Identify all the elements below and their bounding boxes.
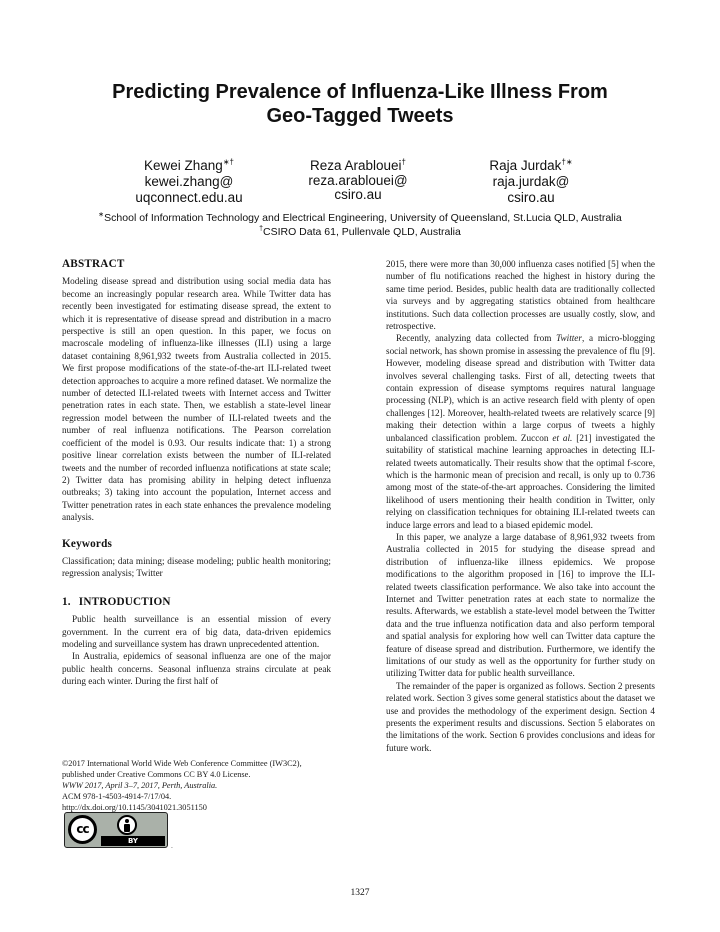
author-email-line: kewei.zhang@ xyxy=(144,174,234,189)
intro-paragraph-3: 2015, there were more than 30,000 influenza cases notified [5] when the number of flu notifications reached the highest in history during the same time period. Besides, public health data are traditionally collected via surveys and by aggregating statistics obtained from healthcare institutions. Such data collection processes are usually costly, slow, and retrospective. xyxy=(386,259,655,332)
author-block-2 xyxy=(273,158,443,202)
author-name: Kewei Zhang xyxy=(144,158,223,173)
author-email-line: uqconnect.edu.au xyxy=(135,190,243,205)
author-email-line: reza.arablouei@ xyxy=(308,173,408,188)
affiliation-mark: † xyxy=(259,225,264,233)
right-column xyxy=(386,258,655,754)
intro-paragraph-1: Public health surveillance is an essential mission of every government. In the current era of big data, data-driven epidemics modeling and surveillance system has drawn unprecedented attention. xyxy=(62,614,331,649)
doi-link[interactable]: http://dx.doi.org/10.1145/3041021.3051150 xyxy=(62,803,207,812)
intro-paragraph-6: The remainder of the paper is organized as follows. Section 2 presents related work. Section 3 gives some general statistics about the dataset we use and provides the methodology of the experiment design. Section 4 presents the experiment results and discussions. Section 5 elaborates on the limitations of the work. Section 6 provides conclusions and ideas for future work. xyxy=(386,680,655,753)
author-name: Reza Arablouei xyxy=(309,158,402,173)
author-block-3 xyxy=(446,158,616,206)
author-block-1 xyxy=(104,158,274,206)
title-line-2: Geo-Tagged Tweets xyxy=(266,105,454,127)
conference-line: WWW 2017, April 3–7, 2017, Perth, Australia. xyxy=(62,781,218,790)
keywords-text: Classification; data mining; disease modeling; public health monitoring; regression analysis; Twitter xyxy=(62,555,331,579)
intro-paragraph-4: Recently, analyzing data collected from Twitter, a micro-blogging social network, has shown promise in assessing the prevalence of flu [9]. However, modeling disease spread and distribution with Twitter data involves several challenging tasks. First of all, detecting tweets that contain expression of disease symptoms requires natural language processing (NLP), which is an active research field with plenty of open challenges [12]. Moreover, health-related tweets are relatively scarce [9] making their detection within a large corpus of tweets a highly unbalanced classification problem. Zuccon et al. [21] investigated the suitability of statistical machine learning approaches in detecting ILI-related tweets automatically. Their results show that the optimal f-score, which is the harmonic mean of precision and recall, is only up to 0.736 among most of the state-of-the-art approaches. Considering the limited likelihood of users mentioning their health condition in Twitter, only relying on classification techniques for obtaining ILI-related tweets can induce large errors and lead to a biased epidemic model. xyxy=(386,333,655,530)
abstract-text: Modeling disease spread and distribution using social media data has become an increasingly popular research area. While Twitter data has recently been investigated for estimating disease spread, the extent to which it is representative of disease spread and distribution in a macro perspective is still an open question. In this paper, we focus on macroscale modeling of influenza-like illnesses (ILI) using a large dataset containing 8,961,932 tweets from Australia collected in 2015. We first propose modifications of the state-of-the-art ILI-related tweet detection approaches to acquire a more refined dataset. We normalize the number of detected ILI-related tweets with Internet access and Twitter penetration rates in each state. Then, we establish a state-level linear regression model between the number of ILI-related tweets and the number of real influenza notifications. The Pearson correlation coefficient of the model is 0.93. Our results indicate that: 1) a strong positive linear correlation exists between the number of ILI-related tweets and the number of recorded influenza notifications at state scale; 2) Twitter data has promising ability in helping detect influenza outbreaks; 3) taking into account the population, Internet access and Twitter penetration rates in each state enhances the prevalence modeling analysis. xyxy=(62,276,331,523)
by-label: BY xyxy=(127,837,139,845)
author-email-line: raja.jurdak@ xyxy=(492,174,570,189)
acm-line: ACM 978-1-4503-4914-7/17/04. xyxy=(62,792,172,801)
intro-paragraph-2: In Australia, epidemics of seasonal influenza are one of the major public health concerns. Seasonal influenza strains circulate at peak during each winter. During the first half of xyxy=(62,651,331,687)
author-email-line: csiro.au xyxy=(507,190,555,205)
license-line: published under Creative Commons CC BY 4.0 License. xyxy=(62,770,251,779)
affiliations xyxy=(40,211,680,239)
author-email-line: csiro.au xyxy=(334,187,382,202)
cc-logo-icon: cc xyxy=(68,815,97,844)
paper-title xyxy=(60,80,660,128)
affiliation-line-2: CSIRO Data 61, Pullenvale QLD, Australia xyxy=(263,226,461,238)
abstract-heading: ABSTRACT xyxy=(62,258,125,270)
author-name: Raja Jurdak xyxy=(489,158,562,173)
section-number: 1. xyxy=(62,595,71,608)
title-line-1: Predicting Prevalence of Influenza-Like Illness From xyxy=(112,81,608,103)
attribution-person-icon xyxy=(117,815,137,835)
copyright-block xyxy=(62,758,337,813)
author-marks: †∗ xyxy=(561,157,573,167)
author-marks: † xyxy=(401,157,406,167)
cc-by-license-icon xyxy=(64,812,168,848)
copyright-line: ©2017 International World Wide Web Conference Committee (IW3C2), xyxy=(62,759,302,768)
affiliation-line-1: School of Information Technology and Electrical Engineering, University of Queensland, St.Lucia QLD, Australia xyxy=(104,212,622,224)
introduction-heading xyxy=(62,596,331,608)
period-mark: . xyxy=(171,843,173,850)
page-number: 1327 xyxy=(350,888,370,898)
affiliation-mark: ∗ xyxy=(98,211,105,219)
left-column xyxy=(62,258,331,688)
author-marks: ∗† xyxy=(222,157,234,167)
keywords-heading: Keywords xyxy=(62,537,113,550)
section-title: INTRODUCTION xyxy=(78,595,171,608)
intro-paragraph-5: In this paper, we analyze a large database of 8,961,932 tweets from Australia collected in 2015 for studying the disease spread and distribution of influenza-like illness epidemics. We propose modifications to the algorithm proposed in [16] to improve the ILI-related tweets classification performance. We also take into account the Internet and Twitter penetration rates at each state to normalize the results. Afterwards, we establish a state-level model between the Twitter data and the true influenza notification data and also perform temporal and spatial analysis for exploring how well can Twitter data capture the feature of disease spread and distribution. Furthermore, we identify the limitations of our study as well as the opportunity for further study on utilizing Twitter data for public health surveillance. xyxy=(386,531,655,679)
